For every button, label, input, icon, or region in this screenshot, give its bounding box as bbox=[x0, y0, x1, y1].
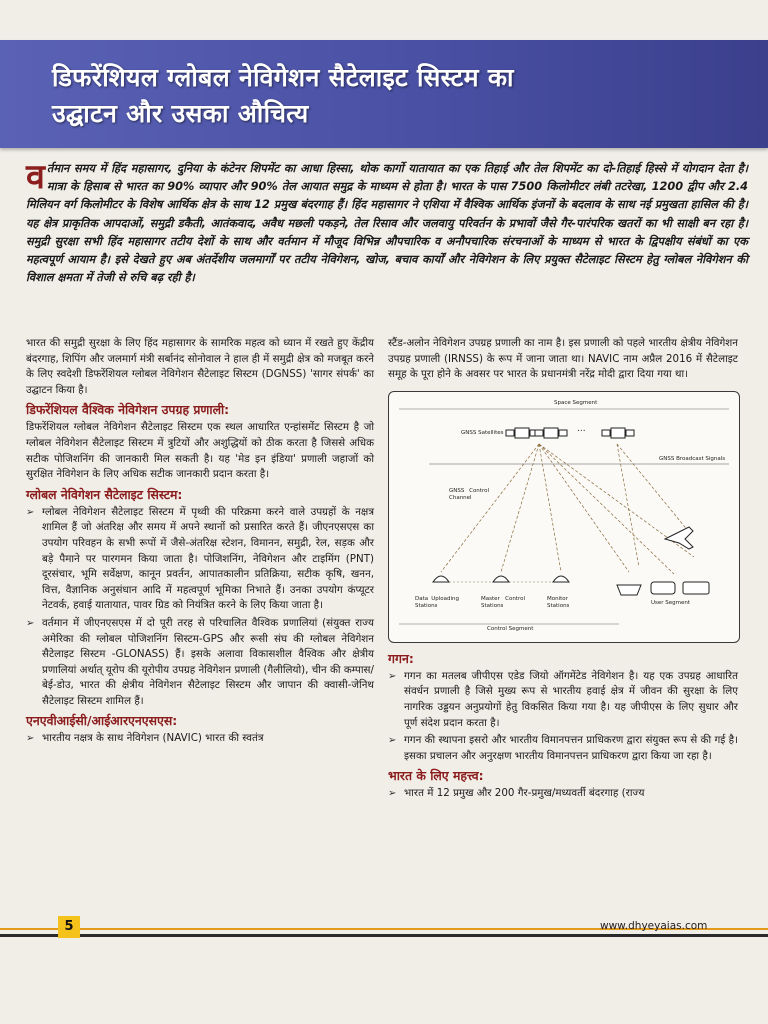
dish-antenna-icon bbox=[433, 576, 449, 582]
user-segment-label: User Segment bbox=[651, 599, 691, 606]
uploading-stations-label: Data Uploading Stations bbox=[415, 595, 459, 609]
airplane-icon bbox=[665, 527, 693, 549]
left-column bbox=[26, 336, 374, 749]
paragraph: डिफरेंशियल ग्लोबल नेविगेशन सैटेलाइट सिस्टम एक स्थल आधारित एन्हांसमेंट सिस्टम है जो ग्लोबल नेविगेशन सैटेलाइट सिस्टम में त्रुटियों और अशुद्धियों को ठीक करता है जिससे अधिक सटीक पोजिशनिंग की जानकारी मिल सकती है। यह 'मेड इन इंडिया' प्रणाली जहाजों को सुरक्षित नेविगेशन के लिए अधिक सटीक जानकारी प्रदान करता है। bbox=[26, 421, 374, 481]
dish-antenna-icon bbox=[553, 576, 569, 582]
gnss-diagram bbox=[388, 391, 740, 643]
satellite-icon bbox=[506, 428, 538, 438]
ellipsis-label: ... bbox=[577, 423, 586, 434]
title-line-1: डिफरेंशियल ग्लोबल नेविगेशन सैटेलाइट सिस्टम का bbox=[52, 63, 514, 92]
broadcast-signals-label: GNSS Broadcast Signals bbox=[659, 455, 726, 462]
section-heading: गगन: bbox=[388, 650, 414, 666]
bullet-item: ➢ भारतीय नक्षत्र के साथ नेविगेशन (NAVIC) भारत की स्वतंत्र bbox=[26, 731, 374, 747]
bullet-item: ➢ वर्तमान में जीएनएसएस में दो पूरी तरह से परिचालित वैश्विक प्रणालियां (संयुक्त राज्य अमेरिका की ग्लोबल पोजिशनिंग सिस्टम-GPS और रूसी संघ की ग्लोबल नेविगेशन सैटेलाइट सिस्टम -GLONASS) हैं। इसके अलावा विकासशील वैश्विक और क्षेत्रीय प्रणालियां अर्थात् यूरोप की यूरोपीय उपग्रह नेविगेशन प्रणाली (गैलीलियो), चीन की कम्पास/बेई-डोउ, भारत की क्षेत्रीय नेविगेशन सैटेलाइट सिस्टम और जापान की क्वासी-जेनिथ सैटेलाइट सिस्टम शामिल हैं। bbox=[26, 616, 374, 710]
section-heading: भारत के लिए महत्त्व: bbox=[388, 768, 484, 784]
title-banner bbox=[0, 40, 768, 148]
gnss-satellites-label: GNSS Satellites bbox=[461, 429, 504, 436]
arrow-bullet-icon: ➢ bbox=[388, 670, 397, 682]
control-channel-label: GNSS Control Channel bbox=[449, 487, 489, 501]
bullet-item: ➢ भारत में 12 प्रमुख और 200 गैर-प्रमुख/मध्यवर्ती बंदरगाह (राज्य bbox=[388, 786, 738, 802]
drop-cap: व bbox=[26, 157, 45, 197]
intro-paragraph bbox=[26, 157, 748, 287]
intro-text: र्तमान समय में हिंद महासागर, दुनिया के कंटेनर शिपमेंट का आधा हिस्सा, थोक कार्गो यातायात का एक तिहाई और तेल शिपमेंट का दो-तिहाई हिस्से में योगदान देता है। मात्रा के हिसाब से भारत का 90% व्यापार और 90% तेल आयात समुद्र के माध्यम से होता है। भारत के पास 7500 किलोमीटर लंबी तटरेखा, 1200 द्वीप और 2.4 मिलियन वर्ग किलोमीटर के विशेष आर्थिक क्षेत्र के साथ 12 प्रमुख बंदरगाह हैं। हिंद महासागर ने एशिया में वैश्विक आर्थिक इंजनों के बदलाव के साथ नई प्रमुखता हासिल की है। यह क्षेत्र प्राकृतिक आपदाओं, समुद्री डकैती, आतंकवाद, अवैध मछली पकड़ने, तेल रिसाव और जलवायु परिवर्तन के प्रभावों जैसे गैर-पारंपरिक खतरों का भी साक्षी बन रहा है। समुद्री सुरक्षा सभी हिंद महासागर तटीय देशों के साथ और वर्तमान में मौजूद विभिन्न औपचारिक व अनौपचारिक संरचनाओं के माध्यम से भारत के द्विपक्षीय संबंधों का एक महत्वपूर्ण आयाम है। इसे देखते हुए अब अंतर्देशीय जलमार्गों पर तटीय नेविगेशन, खोज, बचाव कार्यों और नेविगेशन के लिए प्रयुक्त सैटेलाइट सिस्टम हेतु ग्लोबल नेविगेशन की विशाल क्षमता में तेजी से रुचि बढ़ रही है। bbox=[26, 162, 748, 285]
bullet-item: ➢ गगन का मतलब जीपीएस एडेड जियो ऑगमेंटेड नेविगेशन है। यह एक उपग्रह आधारित संवर्धन प्रणाली है जिसे मुख्य रूप से भारतीय हवाई क्षेत्र में जीवन की सुरक्षा के लिए नागरिक उड्डयन अनुप्रयोगों हेतु विकसित किया गया है। यह जीपीएस के लिए सुधार और पूर्ण संदेश प्रदान करता है। bbox=[388, 669, 738, 731]
arrow-bullet-icon: ➢ bbox=[26, 617, 35, 629]
arrow-bullet-icon: ➢ bbox=[388, 788, 397, 800]
section-heading: डिफरेंशियल वैश्विक नेविगेशन उपग्रह प्रणाली: bbox=[26, 402, 230, 418]
section-heading: ग्लोबल नेविगेशन सैटेलाइट सिस्टम: bbox=[26, 486, 183, 502]
monitor-stations-label: Monitor Stations bbox=[547, 595, 570, 609]
page-title bbox=[52, 60, 742, 132]
right-column bbox=[388, 336, 738, 804]
tractor-icon bbox=[683, 582, 709, 594]
bullet-item: ➢ ग्लोबल नेविगेशन सैटेलाइट सिस्टम में पृथ्वी की परिक्रमा करने वाले उपग्रहों के नक्षत्र शामिल हैं जो अंतरिक्ष और समय में अपने स्थानों को प्रसारित करते हैं। जीएनएसएस का उपयोग परिवहन के सभी रूपों में जैसे-अंतरिक्ष स्टेशन, विमानन, समुद्री, रेल, सड़क और बड़े पैमाने पर पारगमन किया जाता है। पोजिशनिंग, नेविगेशन और टाइमिंग (PNT) दूरसंचार, भूमि सर्वेक्षण, कानून प्रवर्तन, आपातकालीन प्रतिक्रिया, सटीक कृषि, खनन, वित्त, वैज्ञानिक अनुसंधान आदि में महत्वपूर्ण भूमिका निभाते हैं। उनका उपयोग कंप्यूटर नेटवर्क, हवाई यातायात, पावर ग्रिड को नियंत्रित करने के लिए किया जाता है। bbox=[26, 505, 374, 614]
page-number: 5 bbox=[58, 916, 80, 938]
paragraph: स्टैंड-अलोन नेविगेशन उपग्रह प्रणाली का नाम है। इस प्रणाली को पहले भारतीय क्षेत्रीय नेविगेशन उपग्रह प्रणाली (IRNSS) के रूप में जाना जाता था। NAVIC नाम अप्रैल 2016 में सैटेलाइट समूह के पूरा होने के अवसर पर भारत के प्रधानमंत्री नरेंद्र मोदी द्वारा दिया गया था। bbox=[388, 337, 738, 381]
dish-antenna-icon bbox=[493, 576, 509, 582]
control-segment-label: Control Segment bbox=[487, 625, 534, 632]
satellite-icon bbox=[535, 428, 567, 438]
arrow-bullet-icon: ➢ bbox=[388, 735, 397, 747]
website-link[interactable]: www.dhyeyaias.com bbox=[600, 920, 708, 932]
space-segment-label: Space Segment bbox=[554, 399, 598, 406]
satellite-icon bbox=[602, 428, 634, 438]
arrow-bullet-icon: ➢ bbox=[26, 506, 35, 518]
arrow-bullet-icon: ➢ bbox=[26, 733, 35, 745]
title-line-2: उद्घाटन और उसका औचित्य bbox=[52, 99, 309, 128]
ship-icon bbox=[617, 585, 641, 595]
car-icon bbox=[651, 582, 675, 594]
master-control-label: Master Control Stations bbox=[481, 595, 525, 609]
section-heading: एनएवीआईसी/आईआरएनएसएस: bbox=[26, 713, 178, 729]
bullet-item: ➢ गगन की स्थापना इसरो और भारतीय विमानपत्तन प्राधिकरण द्वारा संयुक्त रूप से की गई है। इसका प्रचालन और अनुरक्षण भारतीय विमानपत्तन प्राधिकरण द्वारा किया जा रहा है। bbox=[388, 733, 738, 764]
footer-divider bbox=[0, 934, 768, 937]
broadcast-signals bbox=[441, 444, 694, 574]
paragraph: भारत की समुद्री सुरक्षा के लिए हिंद महासागर के सामरिक महत्व को ध्यान में रखते हुए केंद्रीय बंदरगाह, शिपिंग और जलमार्ग मंत्री सर्बानंद सोनोवाल ने हाल ही में समुद्री क्षेत्र को मजबूत करने के लिए स्वदेशी डिफरेंशियल ग्लोबल नेविगेशन सैटेलाइट सिस्टम (DGNSS) 'सागर संपर्क' का उद्घाटन किया है। bbox=[26, 337, 374, 396]
